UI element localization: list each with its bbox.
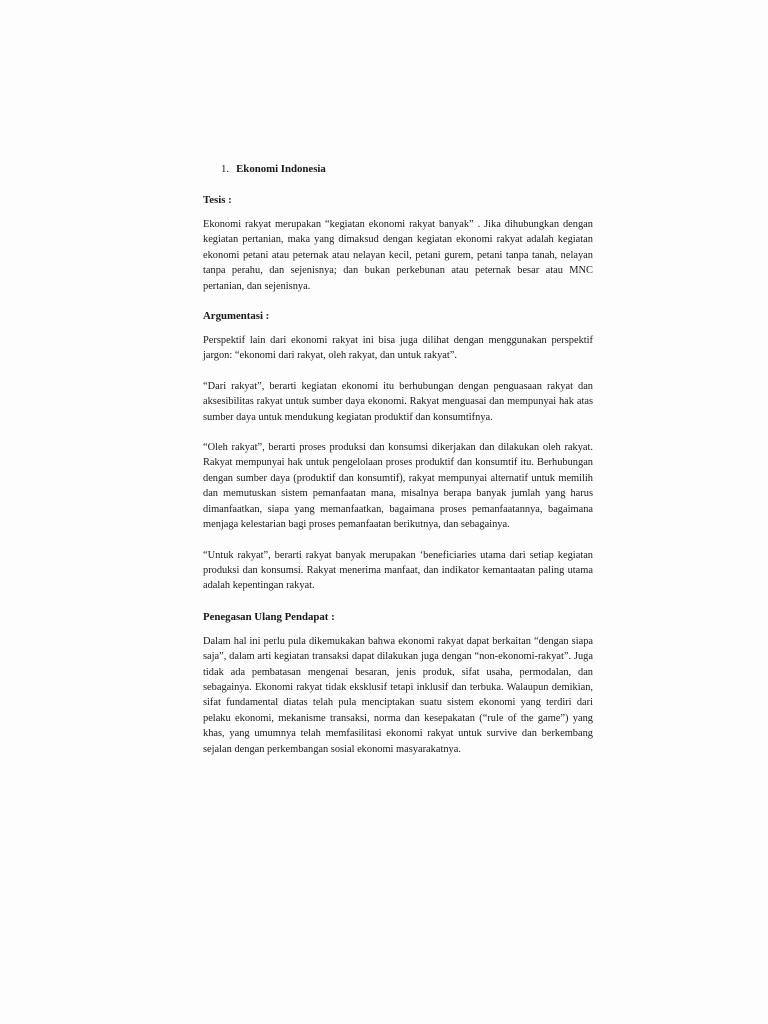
penegasan-heading: Penegasan Ulang Pendapat : [203, 610, 335, 623]
argumentasi-heading: Argumentasi : [203, 310, 270, 323]
tesis-heading: Tesis : [203, 194, 232, 206]
argumentasi-paragraph-2: “Dari rakyat”, berarti kegiatan ekonomi itu berhubungan dengan penguasaan rakyat dan aksesibilitas rakyat untuk sumber daya ekonomi. Rakyat menguasai dan mempunyai hak atas sumber daya untuk mendukung kegiatan produktif dan konsumtifnya. [203, 380, 593, 423]
argumentasi-paragraph-3: “Oleh rakyat”, berarti proses produksi dan konsumsi dikerjakan dan dilakukan oleh rakyat. Rakyat mempunyai hak untuk pengelolaan proses produktif dan konsumtif itu. Berhubungan dengan sumber daya (produktif dan konsumtif), rakyat mempunyai alternatif untuk memilih dan memutuskan sistem pemanfaatan mana, misalnya berapa banyak jumlah yang harus dimanfaatkan, siapa yang memanfaatkan, bagaimana proses pemanfaatannya, bagaimana menjaga kelestarian bagi proses pemanfaatan berikutnya, dan sebagainya. [203, 442, 593, 531]
section-title-text: Ekonomi Indonesia [236, 163, 326, 175]
tesis-paragraph: Ekonomi rakyat merupakan “kegiatan ekonomi rakyat banyak” . Jika dihubungkan dengan kegiatan pertanian, maka yang dimaksud dengan kegiatan ekonomi rakyat adalah kegiatan ekonomi petani atau peternak atau nelayan kecil, petani gurem, petani tanpa tanah, nelayan tanpa perahu, dan sejenisnya; dan bukan perkebunan atau peternak besar atau MNC pertanian, dan sejenisnya. [203, 219, 593, 292]
document-body [203, 162, 593, 757]
argumentasi-paragraph-1: Perspektif lain dari ekonomi rakyat ini bisa juga dilihat dengan menggunakan perspektif jargon: “ekonomi dari rakyat, oleh rakyat, dan untuk rakyat”. [203, 335, 593, 362]
penegasan-paragraph: Dalam hal ini perlu pula dikemukakan bahwa ekonomi rakyat dapat berkaitan “dengan siapa saja”, dalam arti kegiatan transaksi dapat dilakukan juga dengan “non-ekonomi-rakyat”. Juga tidak ada pembatasan mengenai besaran, jenis produk, sifat usaha, permodalan, dan sebagainya. Ekonomi rakyat tidak eksklusif tetapi inklusif dan terbuka. Walaupun demikian, sifat fundamental diatas telah pula menciptakan suatu sistem ekonomi yang terdiri dari pelaku ekonomi, mekanisme transaksi, norma dan kesepakatan (“rule of the game”) yang khas, yang umumnya telah memfasilitasi ekonomi rakyat untuk survive dan berkembang sejalan dengan perkembangan sosial ekonomi masyarakatnya. [203, 635, 593, 755]
section-number: 1. [221, 163, 230, 175]
section-title [221, 162, 593, 177]
argumentasi-paragraph-4: “Untuk rakyat”, berarti rakyat banyak merupakan ‘beneficiaries utama dari setiap kegiatan produksi dan konsumsi. Rakyat menerima manfaat, dan indikator kemantaatan paling utama adalah kepentingan rakyat. [203, 549, 593, 592]
